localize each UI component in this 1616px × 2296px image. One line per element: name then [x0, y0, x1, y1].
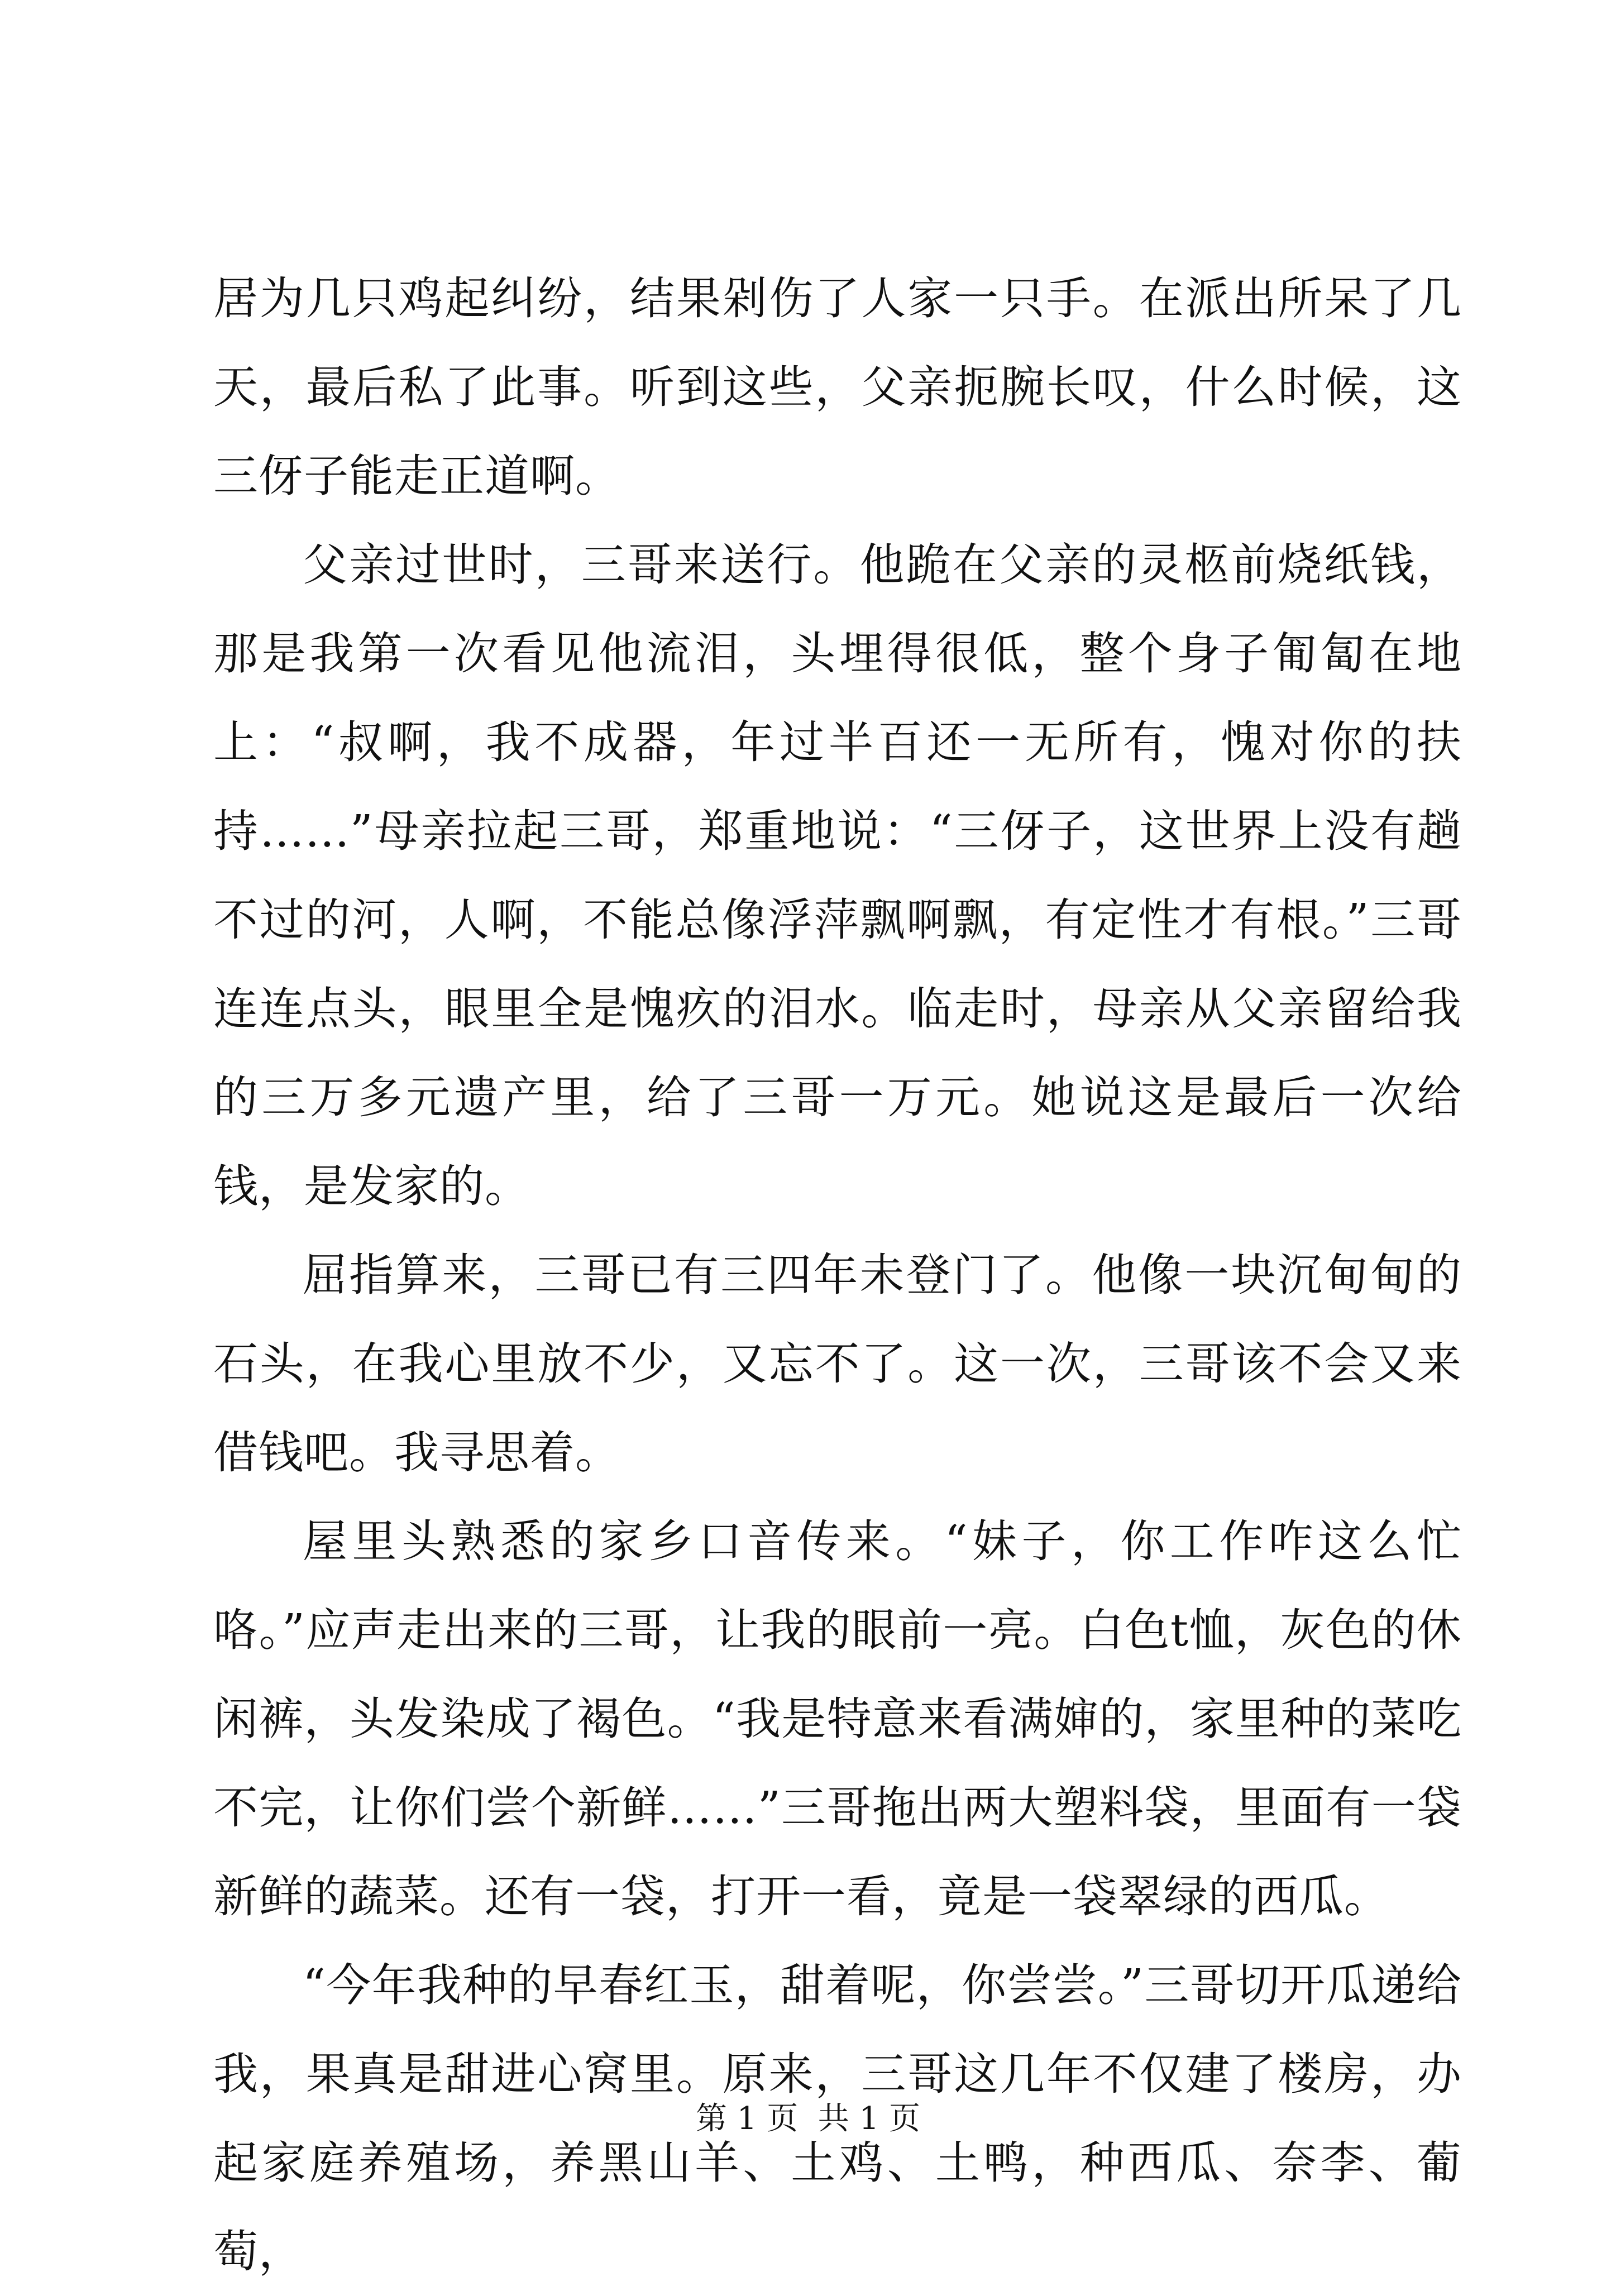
paragraph-3: 屈指算来，三哥已有三四年未登门了。他像一块沉甸甸的石头，在我心里放不少，又忘不了。这一次，三哥该不会又来借钱吧。我寻思着。 [213, 1249, 1462, 1479]
paragraph-5: “今年我种的早春红玉，甜着呢，你尝尝。”三哥切开瓜递给我，果真是甜进心窝里。原来，三哥这几年不仅建了楼房，办起家庭养殖场，养黑山羊、土鸡、土鸭，种西瓜、奈李、葡萄， [213, 1959, 1462, 2278]
paragraph-2: 父亲过世时，三哥来送行。他跪在父亲的灵柩前烧纸钱，那是我第一次看见他流泪，头埋得很低，整个身子匍匐在地上：“叔啊，我不成器，年过半百还一无所有，愧对你的扶持……”母亲拉起三哥，郑重地说：“三伢子，这世界上没有趟不过的河，人啊，不能总像浮萍飘啊飘，有定性才有根。”三哥连连点头，眼里全是愧疚的泪水。临走时，母亲从父亲留给我的三万多元遗产里，给了三哥一万元。她说这是最后一次给钱，是发家的。 [213, 539, 1462, 1212]
page-number-footer: 第 1 页 共 1 页 [695, 2101, 921, 2137]
paragraph-1: 居为几只鸡起纠纷，结果剁伤了人家一只手。在派出所呆了几天，最后私了此事。听到这些，父亲扼腕长叹，什么时候，这三伢子能走正道啊。 [213, 272, 1462, 502]
paragraph-4: 屋里头熟悉的家乡口音传来。“妹子，你工作咋这么忙咯。”应声走出来的三哥，让我的眼前一亮。白色t恤，灰色的休闲裤，头发染成了褐色。“我是特意来看满婶的，家里种的菜吃不完，让你们尝个新鲜……”三哥拖出两大塑料袋，里面有一袋新鲜的蔬菜。还有一袋，打开一看，竟是一袋翠绿的西瓜。 [213, 1515, 1462, 1922]
document-body [213, 254, 1462, 2296]
